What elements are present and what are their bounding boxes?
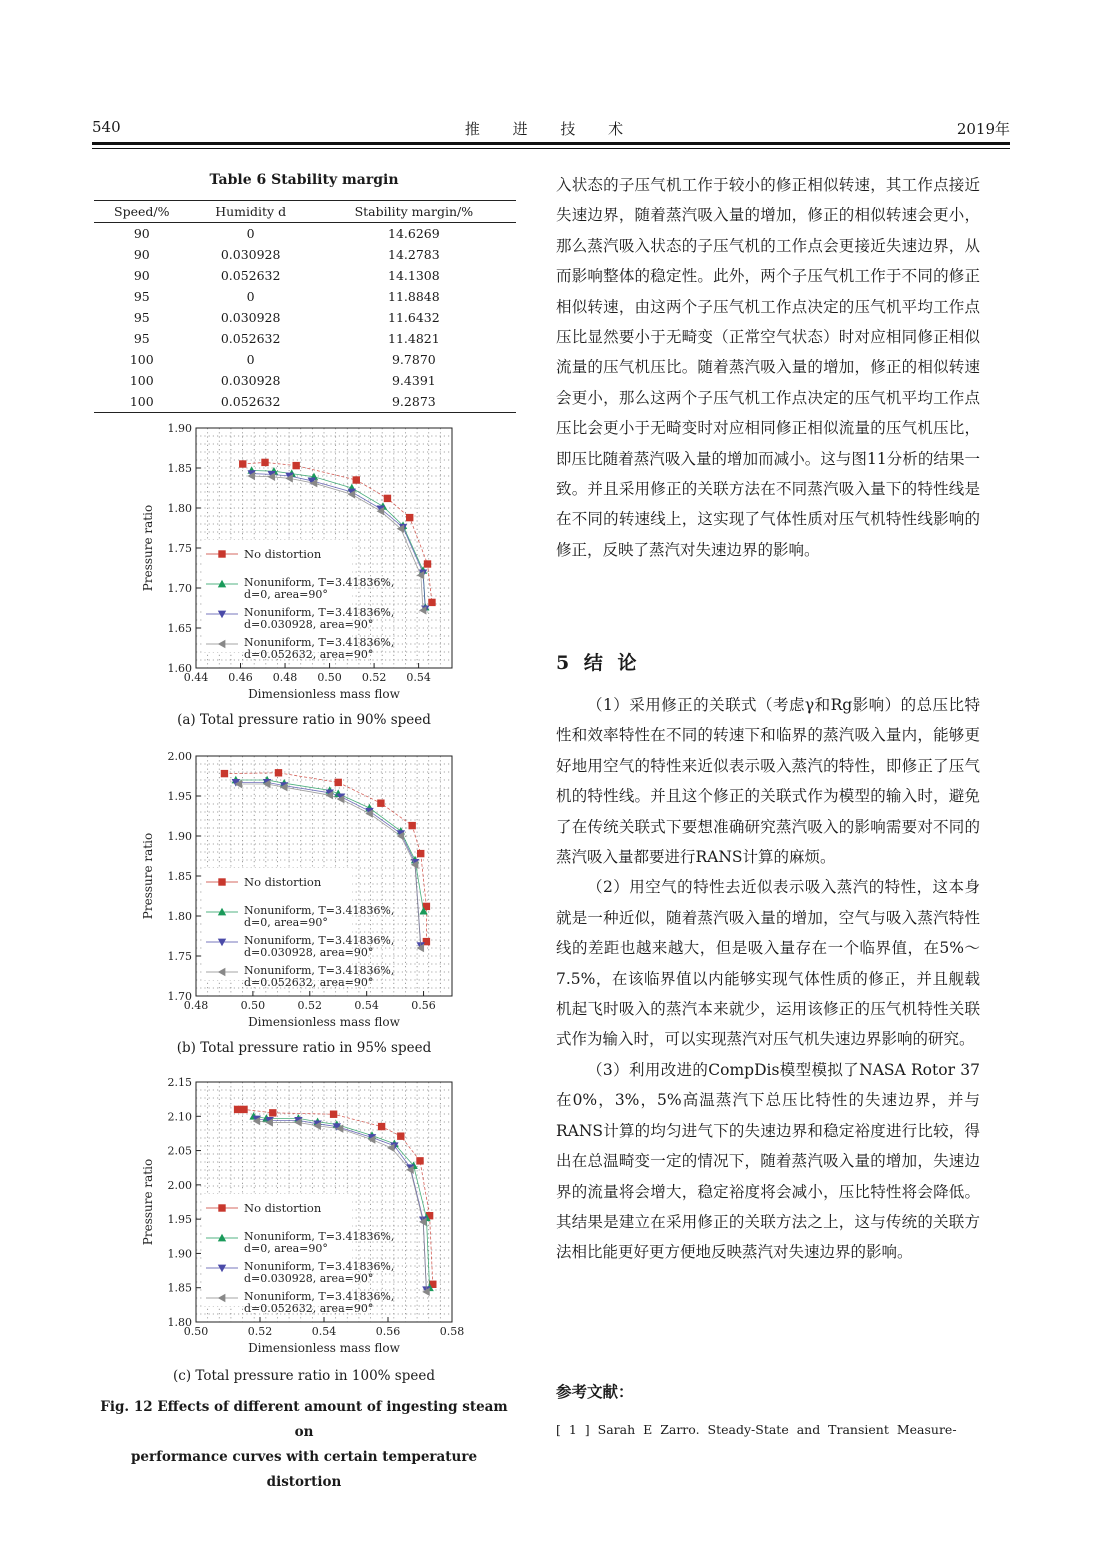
legend-label: d=0, area=90° — [244, 588, 328, 601]
table-cell: 11.8848 — [388, 289, 440, 304]
data-point — [424, 560, 431, 567]
data-point — [269, 1109, 276, 1116]
legend-label: Nonuniform, T=3.41836%, — [244, 904, 395, 917]
y-tick-label: 1.60 — [167, 662, 192, 675]
legend-label: Nonuniform, T=3.41836%, — [244, 1260, 395, 1273]
data-point — [428, 599, 435, 606]
x-tick-label: 0.50 — [240, 999, 266, 1012]
table-row — [94, 391, 516, 413]
table-cell: 0.052632 — [220, 268, 281, 283]
chart-a-svg — [130, 420, 460, 710]
chart-a-caption: (a) Total pressure ratio in 90% speed — [177, 712, 431, 728]
y-tick-label: 1.90 — [167, 830, 192, 843]
y-tick-label: 1.85 — [167, 462, 192, 475]
data-point — [397, 1132, 404, 1139]
page-header — [92, 118, 1010, 140]
table-title: Table 6 Stability margin — [209, 172, 399, 188]
y-tick-label: 1.75 — [167, 950, 192, 963]
chart-c — [130, 1074, 465, 1368]
table-cell: 90 — [133, 247, 150, 262]
journal-year: 2019年 — [956, 120, 1010, 138]
table-row — [94, 328, 516, 349]
table-cell: 100 — [129, 352, 154, 367]
table-cell: 0.052632 — [190, 391, 312, 413]
data-point — [240, 1106, 247, 1113]
body-paragraph-continued: 入状态的子压气机工作于较小的修正相似转速，其工作点接近失速边界，随着蒸汽吸入量的增加，修正的相似转速会更小，那么蒸汽吸入状态的子压气机的工作点会更接近失速边界，从而影响整体的稳定性。此外，两个子压气机工作于不同的修正相似转速，由这两个子压气机工作点决定的压气机平均工作点压比显然要小于无畸变（正常空气状态）时对应相同修正相似流量的压气机压比。随着蒸汽吸入量的增加，修正的相似转速会更小，那么这两个子压气机工作点决定的压气机平均工作点压比会更小于无畸变时对应相同修正相似流量的压气机压比，即压比随着蒸汽吸入量的增加而减小。这与图11分析的结果一致。并且采用修正的关联方法在不同蒸汽吸入量下的特性线是在不同的转速线上，这实现了气体性质对压气机特性线影响的修正，反映了蒸汽对失速边界的影响。 — [556, 176, 980, 559]
y-tick-label: 1.90 — [167, 422, 192, 435]
y-tick-label: 1.70 — [167, 990, 192, 1003]
stability-margin-table — [94, 200, 516, 413]
data-point — [218, 1204, 225, 1211]
table-cell: 0.030928 — [220, 373, 281, 388]
table-row — [94, 244, 516, 265]
y-axis-label: Pressure ratio — [141, 832, 155, 920]
x-tick-label: 0.50 — [317, 671, 342, 684]
table-cell: 11.4821 — [388, 331, 440, 346]
legend-label: d=0, area=90° — [244, 1242, 328, 1255]
data-point — [417, 850, 424, 857]
y-axis-label: Pressure ratio — [141, 504, 155, 592]
table-row — [94, 223, 516, 245]
reference-1: [ 1 ] Sarah E Zarro. Steady-State and Transient Measure- — [556, 1422, 957, 1437]
legend-label: No distortion — [244, 1201, 322, 1215]
table-cell: 0 — [246, 226, 255, 241]
data-point — [221, 770, 228, 777]
y-tick-label: 1.70 — [167, 582, 192, 595]
data-point — [416, 1157, 423, 1164]
y-tick-label: 1.85 — [167, 870, 192, 883]
legend-label: No distortion — [244, 547, 322, 561]
data-point — [218, 878, 225, 885]
legend-label: d=0.030928, area=90° — [244, 946, 374, 959]
table-cell: 0 — [246, 289, 255, 304]
chart-b-caption: (b) Total pressure ratio in 95% speed — [176, 1040, 432, 1056]
table-cell: 9.4391 — [391, 373, 436, 388]
data-point — [292, 462, 299, 469]
chart-c-caption: (c) Total pressure ratio in 100% speed — [173, 1368, 435, 1384]
y-tick-label: 1.95 — [167, 1213, 192, 1227]
x-tick-label: 0.52 — [297, 999, 323, 1012]
legend-label: d=0, area=90° — [244, 916, 328, 929]
data-point — [218, 550, 225, 557]
table-cell: 9.7870 — [391, 352, 436, 367]
legend-label: d=0.030928, area=90° — [244, 618, 374, 631]
x-tick-label: 0.58 — [439, 1325, 465, 1338]
table-cell: 95 — [133, 289, 150, 304]
chart-b-svg — [130, 748, 460, 1038]
legend-label: Nonuniform, T=3.41836%, — [244, 606, 395, 619]
table-cell: 100 — [94, 391, 190, 413]
table-cell: 14.1308 — [388, 268, 440, 283]
table-cell: 14.6269 — [388, 226, 440, 241]
legend-label: Nonuniform, T=3.41836%, — [244, 1230, 395, 1243]
chart-b — [130, 748, 460, 1042]
table-row — [94, 349, 516, 370]
y-tick-label: 2.10 — [167, 1110, 192, 1124]
figure-caption-line1: Fig. 12 Effects of different amount of ingesting steam on — [100, 1399, 508, 1440]
data-point — [384, 495, 391, 502]
x-tick-label: 0.48 — [272, 671, 298, 684]
x-axis-label: Dimensionless mass flow — [248, 687, 400, 701]
x-tick-label: 0.52 — [247, 1325, 273, 1338]
y-tick-label: 1.80 — [167, 910, 192, 923]
x-tick-label: 0.56 — [375, 1325, 401, 1338]
page-number: 540 — [92, 118, 121, 136]
table-row — [94, 265, 516, 286]
legend-label: d=0.052632, area=90° — [244, 976, 374, 989]
table-cell: 0.052632 — [220, 331, 281, 346]
table-cell: 14.2783 — [388, 247, 440, 262]
y-tick-label: 2.05 — [167, 1144, 192, 1158]
y-tick-label: 1.95 — [167, 790, 192, 803]
data-point — [234, 1106, 241, 1113]
data-point — [406, 514, 413, 521]
x-tick-label: 0.56 — [411, 999, 436, 1012]
data-point — [378, 1123, 385, 1130]
references-title: 参考文献： — [556, 1382, 634, 1401]
x-axis-label: Dimensionless mass flow — [248, 1341, 400, 1355]
right-column-paragraph — [556, 170, 980, 565]
table-header-row — [94, 201, 516, 223]
conclusion-1: （1）采用修正的关联式（考虑γ和Rg影响）的总压比特性和效率特性在不同的转速下和临界的蒸汽吸入量内，能够更好地用空气的特性来近似表示吸入蒸汽的特性，即修正了压气机的特性线。并且这个修正的关联式作为模型的输入时，避免了在传统关联式下要想准确研究蒸汽吸入的影响需要对不同的蒸汽吸入量都要进行RANS计算的麻烦。 — [556, 696, 980, 867]
y-tick-label: 2.00 — [167, 1178, 192, 1192]
table-cell: 90 — [133, 268, 150, 283]
x-tick-label: 0.44 — [183, 671, 209, 684]
table-row — [94, 370, 516, 391]
chart-a — [130, 420, 460, 714]
y-tick-label: 1.80 — [167, 502, 192, 515]
y-axis-label: Pressure ratio — [141, 1158, 155, 1246]
x-tick-label: 0.52 — [361, 671, 387, 684]
legend-label: Nonuniform, T=3.41836%, — [244, 576, 395, 589]
legend-label: No distortion — [244, 875, 322, 889]
table-cell: 90 — [133, 226, 150, 241]
data-point — [330, 1111, 337, 1118]
table-cell: 0.030928 — [220, 247, 281, 262]
table-header-cell: Stability margin/% — [312, 201, 516, 223]
table-row — [94, 286, 516, 307]
table-cell: 95 — [133, 331, 150, 346]
legend-label: Nonuniform, T=3.41836%, — [244, 636, 395, 649]
legend-label: d=0.030928, area=90° — [244, 1272, 374, 1285]
conclusion-2: （2）用空气的特性去近似表示吸入蒸汽的特性，这本身就是一种近似，随着蒸汽吸入量的增加，空气与吸入蒸汽特性线的差距也越来越大，但是吸入量存在一个临界值，在5%～7.5%，在该临界值以内能够实现气体性质的修正，并且舰载机起飞时吸入的蒸汽本来就少，运用该修正的压气机特性关联式作为输入时，可以实现蒸汽对压气机失速边界影响的研究。 — [556, 878, 980, 1049]
y-tick-label: 2.15 — [167, 1076, 192, 1089]
legend-label: Nonuniform, T=3.41836%, — [244, 964, 395, 977]
figure-caption-line2: performance curves with certain temperature distortion — [130, 1449, 478, 1490]
x-tick-label: 0.54 — [406, 671, 431, 684]
table-cell: 9.2873 — [312, 391, 516, 413]
data-point — [335, 779, 342, 786]
table-cell: 11.6432 — [388, 310, 440, 325]
conclusion-3: （3）利用改进的CompDis模型模拟了NASA Rotor 37在0%，3%，5%高温蒸汽下总压比特性的失速边界，并与RANS计算的均匀进气下的失速边界和稳定裕度进行比较，得出在总温畸变一定的情况下，随着蒸汽吸入量的增加，失速边界的流量将会增大，稳定裕度将会减小，压比特性将会降低。其结果是建立在采用修正的关联方法之上，这与传统的关联方法相比能更好更方便地反映蒸汽对失速边界的影响。 — [556, 1060, 980, 1262]
figure-caption — [94, 1395, 514, 1495]
data-point — [275, 769, 282, 776]
x-tick-label: 0.46 — [228, 671, 253, 684]
table-header-cell: Speed/% — [94, 201, 190, 223]
table-cell: 95 — [133, 310, 150, 325]
legend-label: Nonuniform, T=3.41836%, — [244, 1290, 395, 1303]
x-tick-label: 0.54 — [354, 999, 379, 1012]
y-tick-label: 1.80 — [167, 1316, 192, 1329]
x-tick-label: 0.48 — [183, 999, 209, 1012]
table-header-cell: Humidity d — [190, 201, 312, 223]
y-tick-label: 1.85 — [167, 1281, 192, 1295]
y-tick-label: 1.75 — [167, 542, 192, 555]
chart-c-svg — [130, 1074, 465, 1364]
data-point — [353, 476, 360, 483]
table-cell: 0.030928 — [220, 310, 281, 325]
table-body — [94, 223, 516, 413]
legend-label: Nonuniform, T=3.41836%, — [244, 934, 395, 947]
x-tick-label: 0.50 — [183, 1325, 209, 1338]
table-cell: 0 — [246, 352, 255, 367]
data-point — [377, 800, 384, 807]
y-tick-label: 1.90 — [167, 1247, 192, 1261]
conclusions — [556, 690, 980, 1268]
x-tick-label: 0.54 — [311, 1325, 337, 1338]
header-rule-thick — [92, 142, 1010, 145]
x-axis-label: Dimensionless mass flow — [248, 1015, 400, 1029]
data-point — [239, 460, 246, 467]
journal-name: 推 进 技 术 — [464, 120, 638, 138]
section-title: 5 结 论 — [556, 652, 641, 674]
header-rule-thin — [92, 148, 1010, 149]
data-point — [408, 822, 415, 829]
table-cell: 100 — [129, 373, 154, 388]
legend-label: d=0.052632, area=90° — [244, 648, 374, 661]
y-tick-label: 2.00 — [167, 750, 192, 763]
y-tick-label: 1.65 — [167, 622, 192, 635]
data-point — [387, 1144, 395, 1152]
data-point — [261, 459, 268, 466]
table-row — [94, 307, 516, 328]
legend-label: d=0.052632, area=90° — [244, 1302, 374, 1315]
